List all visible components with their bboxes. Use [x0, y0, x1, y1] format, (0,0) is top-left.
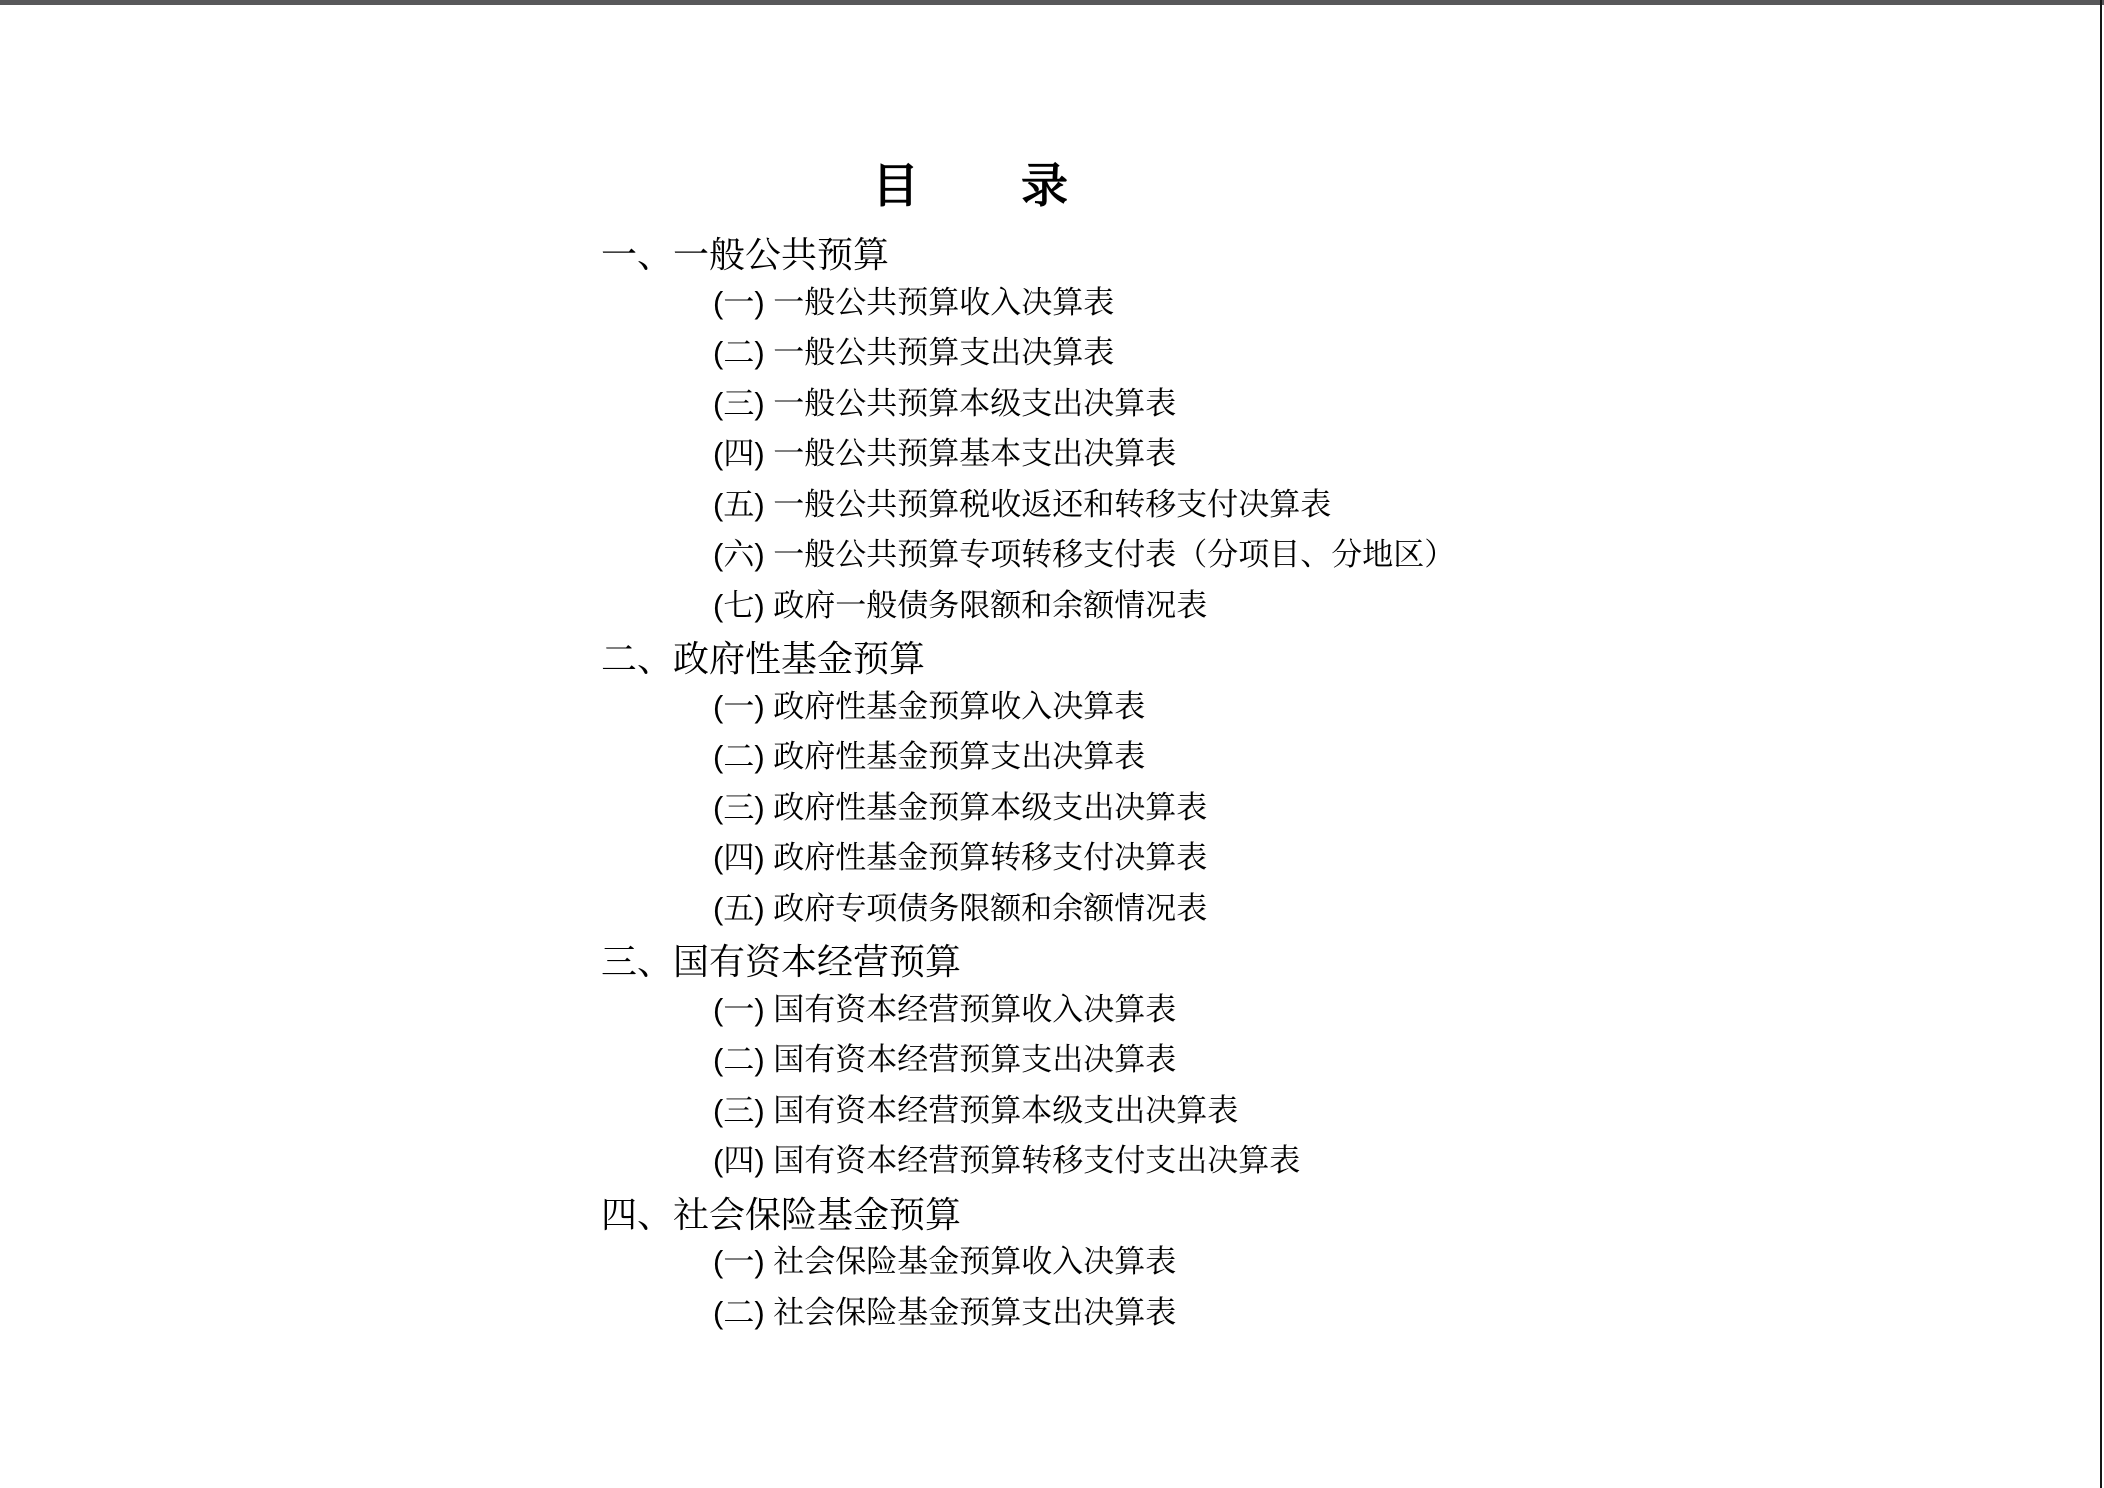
toc-item: (七) 政府一般债务限额和余额情况表 — [713, 587, 1208, 623]
toc-section-heading-2: 二、政府性基金预算 — [601, 638, 926, 679]
toc-item: (二) 一般公共预算支出决算表 — [713, 335, 1115, 370]
toc-item: (二) 政府性基金预算支出决算表 — [713, 739, 1146, 774]
toc-item: (一) 国有资本经营预算收入决算表 — [713, 991, 1177, 1027]
toc-item: (三) 国有资本经营预算本级支出决算表 — [713, 1092, 1239, 1128]
page-right-border — [2100, 0, 2102, 1488]
toc-section-heading-1: 一、一般公共预算 — [601, 234, 890, 275]
toc-item: (三) 一般公共预算本级支出决算表 — [713, 385, 1177, 421]
toc-item: (二) 国有资本经营预算支出决算表 — [713, 1042, 1177, 1077]
toc-item: (四) 国有资本经营预算转移支付支出决算表 — [713, 1143, 1301, 1178]
toc-item: (一) 一般公共预算收入决算表 — [713, 284, 1115, 320]
toc-section-heading-4: 四、社会保险基金预算 — [601, 1193, 962, 1235]
toc-item: (四) 政府性基金预算转移支付决算表 — [713, 840, 1208, 875]
toc-item: (二) 社会保险基金预算支出决算表 — [713, 1294, 1177, 1330]
toc-section-heading-3: 三、国有资本经营预算 — [601, 941, 962, 982]
toc-item: (五) 政府专项债务限额和余额情况表 — [713, 890, 1208, 926]
toc-item: (一) 社会保险基金预算收入决算表 — [713, 1244, 1177, 1279]
window-top-bar — [0, 0, 2104, 5]
toc-item: (四) 一般公共预算基本支出决算表 — [713, 436, 1177, 471]
toc-item: (一) 政府性基金预算收入决算表 — [713, 688, 1146, 724]
toc-item: (六) 一般公共预算专项转移支付表（分项目、分地区） — [713, 537, 1456, 572]
toc-item: (五) 一般公共预算税收返还和转移支付决算表 — [713, 486, 1332, 522]
toc-title: 目录 — [872, 159, 1170, 212]
toc-item: (三) 政府性基金预算本级支出决算表 — [713, 789, 1208, 825]
